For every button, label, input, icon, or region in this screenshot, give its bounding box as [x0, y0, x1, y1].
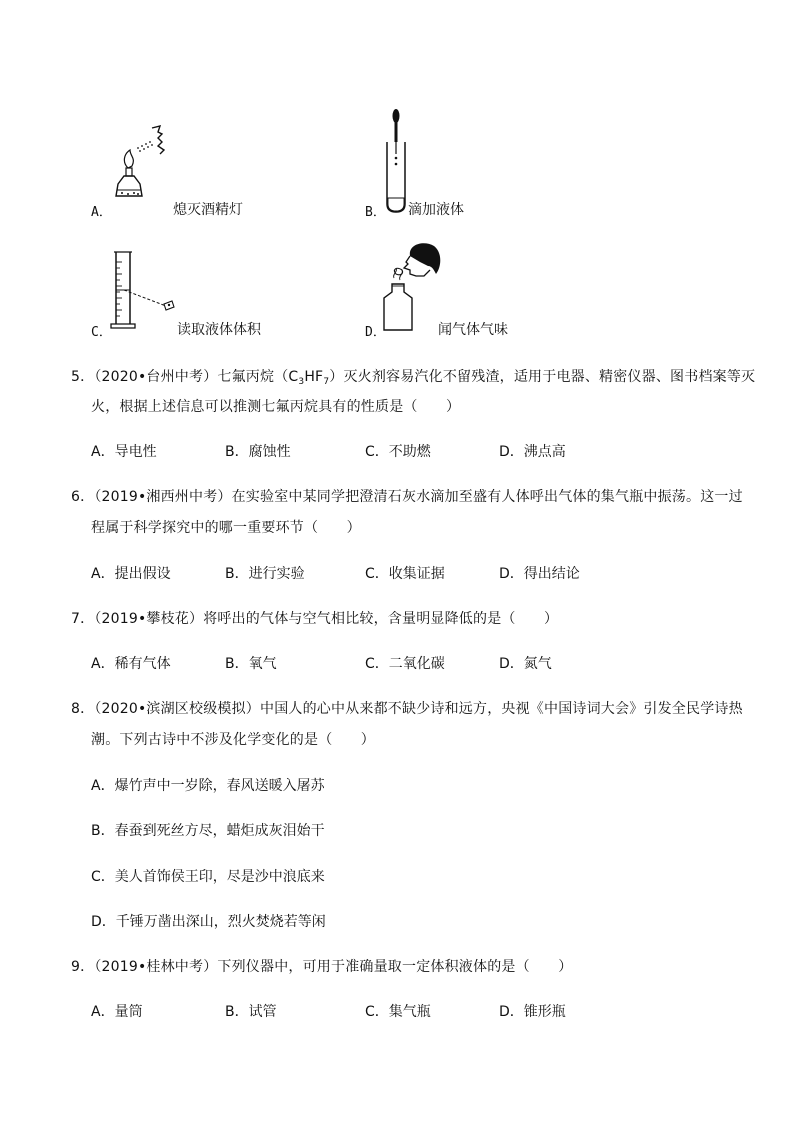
- option-b[interactable]: B．腐蚀性: [225, 444, 291, 460]
- formula-subscript: 7: [323, 377, 330, 387]
- question-source: （2020•台州中考）: [94, 369, 218, 385]
- question-text: 七氟丙烷（C: [217, 369, 299, 385]
- q4-option-b-letter: B．: [365, 205, 386, 220]
- option-b[interactable]: B．氧气: [225, 656, 277, 672]
- question-text: 下列仪器中，可用于准确量取一定体积液体的是（ ）: [217, 959, 573, 975]
- q4-option-d-letter: D．: [365, 325, 386, 340]
- question-9-line-1: [71, 956, 572, 976]
- question-text: 将呼出的气体与空气相比较，含量明显降低的是（ ）: [203, 611, 559, 627]
- option-d[interactable]: D．锥形瓶: [499, 1004, 566, 1020]
- option-a[interactable]: A．提出假设: [91, 566, 171, 582]
- question-number: 7．: [71, 611, 95, 627]
- option-d[interactable]: D．得出结论: [499, 566, 580, 582]
- option-d[interactable]: D．沸点高: [499, 444, 566, 460]
- question-number: 8．: [71, 701, 95, 717]
- question-text: 中国人的心中从来都不缺少诗和远方，央视《中国诗词大会》引发全民学诗热: [260, 701, 743, 717]
- formula-part: HF: [304, 369, 324, 385]
- question-number: 6．: [71, 489, 95, 505]
- question-6-line-1: [71, 486, 743, 506]
- question-source: （2019•攀枝花）: [94, 611, 204, 627]
- question-6-line-2: 程属于科学探究中的哪一重要环节（ ）: [91, 520, 361, 536]
- option-a[interactable]: A．导电性: [91, 444, 157, 460]
- option-d[interactable]: D．氮气: [499, 656, 552, 672]
- question-number: 5．: [71, 369, 95, 385]
- option-b[interactable]: B．进行实验: [225, 566, 305, 582]
- question-source: （2020•滨湖区校级模拟）: [94, 701, 260, 717]
- question-8-line-2: 潮。下列古诗中不涉及化学变化的是（ ）: [91, 732, 375, 748]
- question-source: （2019•桂林中考）: [94, 959, 218, 975]
- smell-gas-bottle-icon: [380, 240, 442, 334]
- option-b[interactable]: B．春蚕到死丝方尽，蜡炬成灰泪始干: [91, 823, 325, 839]
- option-a[interactable]: A．量筒: [91, 1004, 143, 1020]
- alcohol-lamp-blow-icon: [108, 122, 180, 214]
- option-c[interactable]: C．二氧化碳: [365, 656, 445, 672]
- option-b[interactable]: B．试管: [225, 1004, 277, 1020]
- q4-option-b-caption: 滴加液体: [408, 202, 464, 218]
- q4-option-a-caption: 熄灭酒精灯: [173, 202, 243, 218]
- option-c[interactable]: C．不助燃: [365, 444, 431, 460]
- option-d[interactable]: D．千锤万凿出深山，烈火焚烧若等闲: [91, 914, 326, 930]
- q4-option-d-caption: 闻气体气味: [438, 322, 508, 338]
- dropper-test-tube-icon: [383, 106, 409, 216]
- option-c[interactable]: C．美人首饰侯王印，尽是沙中浪底来: [91, 869, 325, 885]
- question-text: ）灭火剂容易汽化不留残渣，适用于电器、精密仪器、图书档案等灭: [329, 369, 756, 385]
- question-5-line-1: [71, 366, 755, 387]
- option-c[interactable]: C．收集证据: [365, 566, 445, 582]
- q4-option-c-caption: 读取液体体积: [177, 322, 261, 338]
- question-number: 9．: [71, 959, 95, 975]
- question-source: （2019•湘西州中考）: [94, 489, 232, 505]
- q4-option-a-letter: A．: [91, 205, 112, 220]
- q4-option-c-letter: C．: [91, 325, 112, 340]
- formula-subscript: 3: [298, 377, 305, 387]
- question-text: 在实验室中某同学把澄清石灰水滴加至盛有人体呼出气体的集气瓶中振荡。这一过: [231, 489, 743, 505]
- question-7-line-1: [71, 608, 558, 628]
- option-a[interactable]: A．稀有气体: [91, 656, 171, 672]
- question-5-line-2: 火，根据上述信息可以推测七氟丙烷具有的性质是（ ）: [91, 399, 461, 415]
- graduated-cylinder-eye-icon: [110, 248, 176, 332]
- option-a[interactable]: A．爆竹声中一岁除，春风送暖入屠苏: [91, 778, 325, 794]
- option-c[interactable]: C．集气瓶: [365, 1004, 431, 1020]
- question-8-line-1: [71, 698, 743, 718]
